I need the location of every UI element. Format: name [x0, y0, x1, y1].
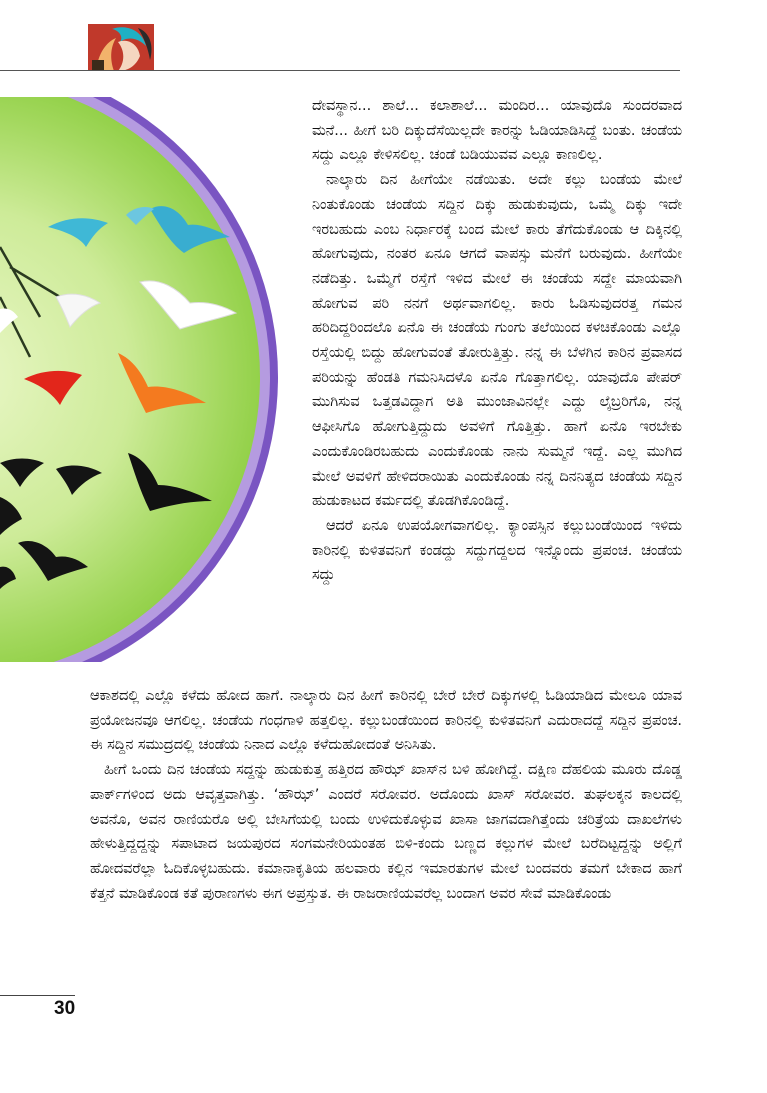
flying-birds-icon: [0, 97, 288, 662]
magazine-logo-icon: [88, 24, 154, 71]
article-column-wide: [90, 684, 682, 906]
paragraph: ನಾಲ್ಕಾರು ದಿನ ಹೀಗೆಯೇ ನಡೆಯಿತು. ಅದೇ ಕಲ್ಲು ಬಂಡೆಯ ಮೇಲೆ ನಿಂತುಕೊಂಡು ಚಂಡೆಯ ಸದ್ದಿನ ದಿಕ್ಕು ಹುಡುಕುವುದು, ಒಮ್ಮೆ ದಿಕ್ಕು ಇದೇ ಇರಬಹುದು ಎಂಬ ನಿರ್ಧಾರಕ್ಕೆ ಬಂದ ಮೇಲೆ ಕಾರು ತೆಗೆದುಕೊಂಡು ಆ ದಿಕ್ಕಿನಲ್ಲಿ ಹೋಗುವುದು, ನಂತರ ಏನೂ ಆಗದೆ ವಾಪಸ್ಸು ಮನೆಗೆ ಬರುವುದು. ಹೀಗೆಯೇ ನಡೆದಿತ್ತು. ಒಮ್ಮೆಗೆ ರಸ್ತೆಗೆ ಇಳಿದ ಮೇಲೆ ಈ ಚಂಡೆಯ ಸದ್ದೇ ಮಾಯವಾಗಿ ಹೋಗುವ ಪರಿ ನನಗೆ ಅರ್ಥವಾಗಲಿಲ್ಲ. ಕಾರು ಓಡಿಸುವುದರತ್ತ ಗಮನ ಹರಿದಿದ್ದರಿಂದಲೊ ಏನೊ ಈ ಚಂಡೆಯ ಗುಂಗು ತಲೆಯಿಂದ ಕಳಚಿಕೊಂಡು ಎಲ್ಲೊ ರಸ್ತೆಯಲ್ಲಿ ಬಿದ್ದು ಹೋಗುವಂತೆ ತೋರುತ್ತಿತ್ತು. ನನ್ನ ಈ ಬೆಳಗಿನ ಕಾರಿನ ಪ್ರವಾಸದ ಪರಿಯನ್ನು ಹೆಂಡತಿ ಗಮನಿಸಿದಳೊ ಏನೊ ಗೊತ್ತಾಗಲಿಲ್ಲ. ಯಾವುದೊ ಪೇಪರ್ ಮುಗಿಸುವ ಒತ್ತಡವಿದ್ದಾಗ ಅತಿ ಮುಂಜಾವಿನಲ್ಲೇ ಎದ್ದು ಲೈಬ್ರರಿಗೊ, ನನ್ನ ಆಫೀಸಿಗೊ ಹೋಗುತ್ತಿದ್ದುದು ಅವಳಿಗೆ ಗೊತ್ತಿತ್ತು. ಹಾಗೆ ಏನೊ ಇರಬೇಕು ಎಂದುಕೊಂಡಿರಬಹುದು ಎಂದುಕೊಂಡು ನಾನು ಸುಮ್ಮನೆ ಇದ್ದೆ. ಎಲ್ಲ ಮುಗಿದ ಮೇಲೆ ಅವಳಿಗೆ ಹೇಳಿದರಾಯಿತು ಎಂದುಕೊಂಡು ನನ್ನ ದಿನನಿತ್ಯದ ಚಂಡೆಯ ಸದ್ದಿನ ಹುಡುಕಾಟದ ಕರ್ಮದಲ್ಲಿ ತೊಡಗಿಕೊಂಡಿದ್ದೆ.: [312, 172, 682, 510]
footer-rule: [0, 995, 75, 996]
article-column-narrow: [312, 94, 682, 588]
header-rule: [0, 70, 680, 71]
illustration: [0, 97, 288, 662]
paragraph: ಆದರೆ ಏನೂ ಉಪಯೋಗವಾಗಲಿಲ್ಲ. ಕ್ಯಾಂಪಸ್ಸಿನ ಕಲ್ಲುಬಂಡೆಯಿಂದ ಇಳಿದು ಕಾರಿನಲ್ಲಿ ಕುಳಿತವನಿಗೆ ಕಂಡದ್ದು ಸದ್ದುಗದ್ದಲದ ಇನ್ನೊಂದು ಪ್ರಪಂಚ. ಚಂಡೆಯ ಸದ್ದು: [312, 517, 682, 584]
paragraph: ಆಕಾಶದಲ್ಲಿ ಎಲ್ಲೊ ಕಳೆದು ಹೋದ ಹಾಗೆ. ನಾಲ್ಕಾರು ದಿನ ಹೀಗೆ ಕಾರಿನಲ್ಲಿ ಬೇರೆ ಬೇರೆ ದಿಕ್ಕುಗಳಲ್ಲಿ ಓಡಿಯಾಡಿದ ಮೇಲೂ ಯಾವ ಪ್ರಯೋಜನವೂ ಆಗಲಿಲ್ಲ. ಚಂಡೆಯ ಗಂಧಗಾಳಿ ಹತ್ತಲಿಲ್ಲ. ಕಲ್ಲುಬಂಡೆಯಿಂದ ಕಾರಿನಲ್ಲಿ ಕುಳಿತವನಿಗೆ ಎದುರಾದದ್ದೆ ಸದ್ದಿನ ಪ್ರಪಂಚ. ಈ ಸದ್ದಿನ ಸಮುದ್ರದಲ್ಲಿ ಚಂಡೆಯ ನಿನಾದ ಎಲ್ಲೊ ಕಳೆದುಹೋದಂತೆ ಅನಿಸಿತು.: [90, 688, 682, 754]
magazine-logo: [88, 24, 154, 71]
paragraph: ದೇವಸ್ಥಾನ... ಶಾಲೆ... ಕಲಾಶಾಲೆ... ಮಂದಿರ... ಯಾವುದೊ ಸುಂದರವಾದ ಮನೆ... ಹೀಗೆ ಬರಿ ದಿಕ್ಕುದೆಸೆಯಿಲ್ಲದೇ ಕಾರನ್ನು ಓಡಿಯಾಡಿಸಿದ್ದೆ ಬಂತು. ಚಂಡೆಯ ಸದ್ದು ಎಲ್ಲೂ ಕೇಳಿಸಲಿಲ್ಲ. ಚಂಡೆ ಬಡಿಯುವವ ಎಲ್ಲೂ ಕಾಣಲಿಲ್ಲ.: [312, 98, 682, 164]
page-number: 30: [54, 998, 76, 1019]
paragraph: ಹೀಗೆ ಒಂದು ದಿನ ಚಂಡೆಯ ಸದ್ದನ್ನು ಹುಡುಕುತ್ತ ಹತ್ತಿರದ ಹೌಝ್ ಖಾಸ್‌ನ ಬಳಿ ಹೋಗಿದ್ದೆ. ದಕ್ಷಿಣ ದೆಹಲಿಯ ಮೂರು ದೊಡ್ಡ ಪಾರ್ಕ್‌ಗಳಿಂದ ಅದು ಆವೃತ್ತವಾಗಿತ್ತು. ‘ಹೌಝ್’ ಎಂದರೆ ಸರೋವರ. ಅದೊಂದು ಖಾಸ್ ಸರೋವರ. ತುಘಲಕ್ಕನ ಕಾಲದಲ್ಲಿ ಅವನೊ, ಅವನ ರಾಣಿಯರೊ ಅಲ್ಲಿ ಬೇಸಿಗೆಯಲ್ಲಿ ಬಂದು ಉಳಿದುಕೊಳ್ಳುವ ಖಾಸಾ ಜಾಗವದಾಗಿತ್ತೆಂದು ಚರಿತ್ರೆಯ ದಾಖಲೆಗಳು ಹೇಳುತ್ತಿದ್ದದ್ದನ್ನು ಸಪಾಟಾದ ಜಯಪುರದ ಸಂಗಮನೇರಿಯಂತಹ ಬಿಳಿ-ಕಂದು ಬಣ್ಣದ ಕಲ್ಲುಗಳ ಮೇಲೆ ಬರೆದಿಟ್ಟದ್ದನ್ನು ಅಲ್ಲಿಗೆ ಹೋದವರೆಲ್ಲಾ ಓದಿಕೊಳ್ಳಬಹುದು. ಕಮಾನಾಕೃತಿಯ ಹಲವಾರು ಕಲ್ಲಿನ ಇಮಾರತುಗಳ ಮೇಲೆ ಬಂದವರು ತಮಗೆ ಬೇಕಾದ ಹಾಗೆ ಕೆತ್ತನೆ ಮಾಡಿಕೊಂಡ ಕತೆ ಪುರಾಣಗಳು ಈಗ ಅಪ್ರಸ್ತುತ. ಈ ರಾಜರಾಣಿಯವರೆಲ್ಲ ಬಂದಾಗ ಅವರ ಸೇವೆ ಮಾಡಿಕೊಂಡು: [90, 762, 682, 902]
